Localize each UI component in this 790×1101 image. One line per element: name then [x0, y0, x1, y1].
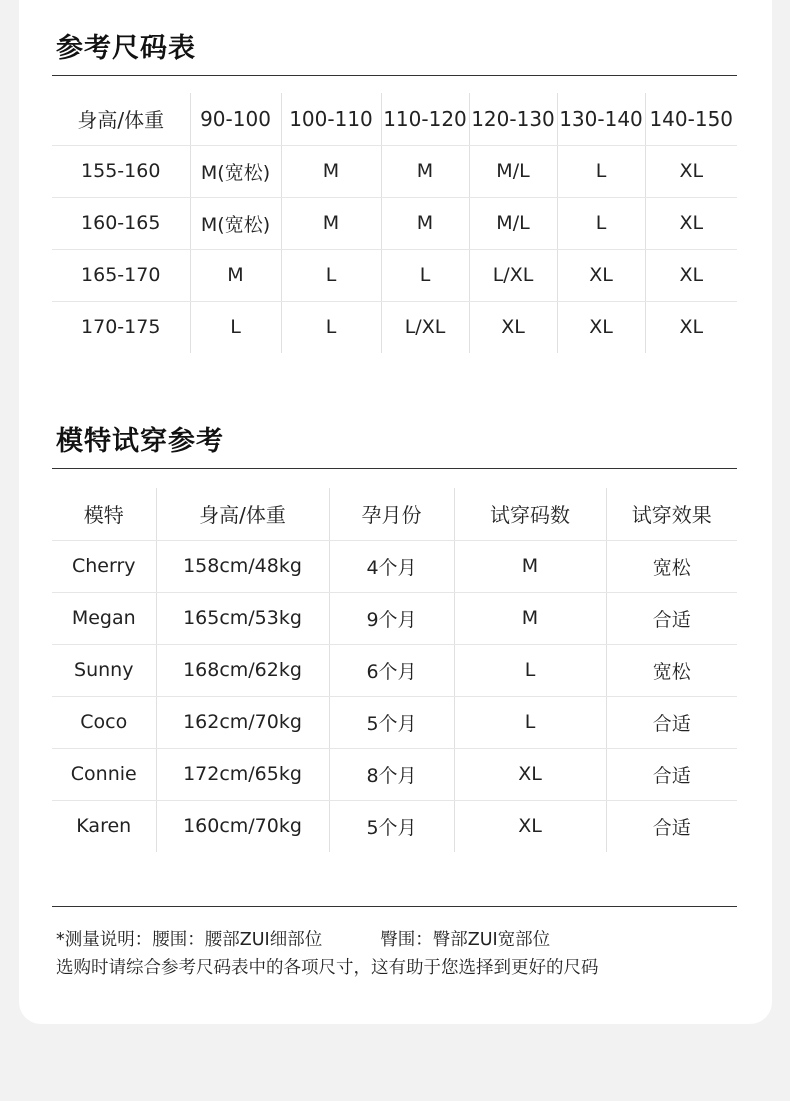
- size-header-cell: 身高/体重: [52, 93, 190, 145]
- table-cell: L: [557, 145, 645, 197]
- model-chart-title: 模特试穿参考: [56, 426, 224, 457]
- table-cell: 162cm/70kg: [156, 696, 329, 748]
- hip-note: 臀围：臀部ZUI宽部位: [380, 930, 551, 950]
- table-cell: 158cm/48kg: [156, 540, 329, 592]
- table-cell: L: [281, 301, 381, 353]
- size-chart-title: 参考尺码表: [56, 33, 196, 64]
- model-header-cell: 孕月份: [329, 488, 454, 540]
- table-cell: 172cm/65kg: [156, 748, 329, 800]
- table-cell: M: [381, 197, 469, 249]
- table-cell: Coco: [52, 696, 156, 748]
- table-cell: M: [454, 540, 606, 592]
- table-row: [52, 301, 737, 353]
- table-cell: 168cm/62kg: [156, 644, 329, 696]
- table-cell: 8个月: [329, 748, 454, 800]
- table-cell: M: [454, 592, 606, 644]
- table-row: [52, 748, 737, 800]
- table-cell: Connie: [52, 748, 156, 800]
- table-cell: L: [454, 644, 606, 696]
- model-chart-header-row: [52, 488, 737, 540]
- table-cell: L/XL: [469, 249, 557, 301]
- size-chart-table: [52, 93, 737, 353]
- table-cell: 165-170: [52, 249, 190, 301]
- model-header-cell: 试穿码数: [454, 488, 606, 540]
- table-cell: M: [381, 145, 469, 197]
- table-cell: XL: [645, 249, 737, 301]
- table-cell: L: [557, 197, 645, 249]
- table-cell: 5个月: [329, 800, 454, 852]
- table-cell: M(宽松): [190, 197, 281, 249]
- table-cell: 9个月: [329, 592, 454, 644]
- table-cell: L/XL: [381, 301, 469, 353]
- table-cell: 合适: [606, 592, 737, 644]
- size-header-cell: 120-130: [469, 93, 557, 145]
- table-cell: M(宽松): [190, 145, 281, 197]
- table-row: [52, 592, 737, 644]
- table-cell: 合适: [606, 800, 737, 852]
- table-cell: 170-175: [81, 316, 161, 339]
- table-cell: XL: [645, 197, 737, 249]
- table-cell: XL: [557, 249, 645, 301]
- table-cell: Megan: [52, 592, 156, 644]
- notes-divider: [52, 906, 737, 907]
- table-row: [52, 249, 737, 301]
- size-header-cell: 90-100: [190, 93, 281, 145]
- table-cell: 宽松: [606, 540, 737, 592]
- waist-note: *测量说明：腰围：腰部ZUI细部位: [56, 930, 323, 950]
- table-cell: XL: [645, 301, 737, 353]
- table-cell: 160-165: [52, 197, 190, 249]
- table-cell: L: [381, 249, 469, 301]
- size-header-cell: 100-110: [281, 93, 381, 145]
- measurement-note: [56, 926, 550, 951]
- model-header-cell: 身高/体重: [156, 488, 329, 540]
- table-row: [52, 696, 737, 748]
- table-cell: XL: [454, 800, 606, 852]
- table-cell: M: [281, 145, 381, 197]
- table-cell: M: [281, 197, 381, 249]
- table-cell: Cherry: [52, 540, 156, 592]
- model-chart-divider: [52, 468, 737, 469]
- table-cell: XL: [469, 301, 557, 353]
- selection-tip: 选购时请综合参考尺码表中的各项尺寸，这有助于您选择到更好的尺码: [56, 958, 599, 978]
- table-cell: M: [190, 249, 281, 301]
- size-header-cell: 130-140: [557, 93, 645, 145]
- table-cell: 4个月: [329, 540, 454, 592]
- table-cell: XL: [557, 301, 645, 353]
- table-cell: 合适: [606, 696, 737, 748]
- table-cell: XL: [454, 748, 606, 800]
- table-row: [52, 540, 737, 592]
- table-cell: L: [190, 301, 281, 353]
- table-cell: L: [454, 696, 606, 748]
- table-cell: 165cm/53kg: [156, 592, 329, 644]
- table-row: [52, 197, 737, 249]
- table-cell: 合适: [606, 748, 737, 800]
- table-cell: Karen: [76, 815, 132, 838]
- table-cell: 6个月: [329, 644, 454, 696]
- table-cell: XL: [645, 145, 737, 197]
- model-header-cell: 模特: [52, 488, 156, 540]
- table-row: [52, 800, 737, 852]
- size-header-cell: 140-150: [645, 93, 737, 145]
- model-chart-table: [52, 488, 737, 852]
- size-chart-divider: [52, 75, 737, 76]
- table-cell: 155-160: [52, 145, 190, 197]
- table-cell: Sunny: [52, 644, 156, 696]
- table-row: [52, 644, 737, 696]
- table-cell: 5个月: [329, 696, 454, 748]
- size-header-cell: 110-120: [381, 93, 469, 145]
- model-header-cell: 试穿效果: [606, 488, 737, 540]
- table-cell: M/L: [469, 197, 557, 249]
- table-row: [52, 145, 737, 197]
- table-cell: 160cm/70kg: [156, 800, 329, 852]
- table-cell: 宽松: [606, 644, 737, 696]
- table-cell: L: [281, 249, 381, 301]
- table-cell: M/L: [469, 145, 557, 197]
- size-chart-header-row: [52, 93, 737, 145]
